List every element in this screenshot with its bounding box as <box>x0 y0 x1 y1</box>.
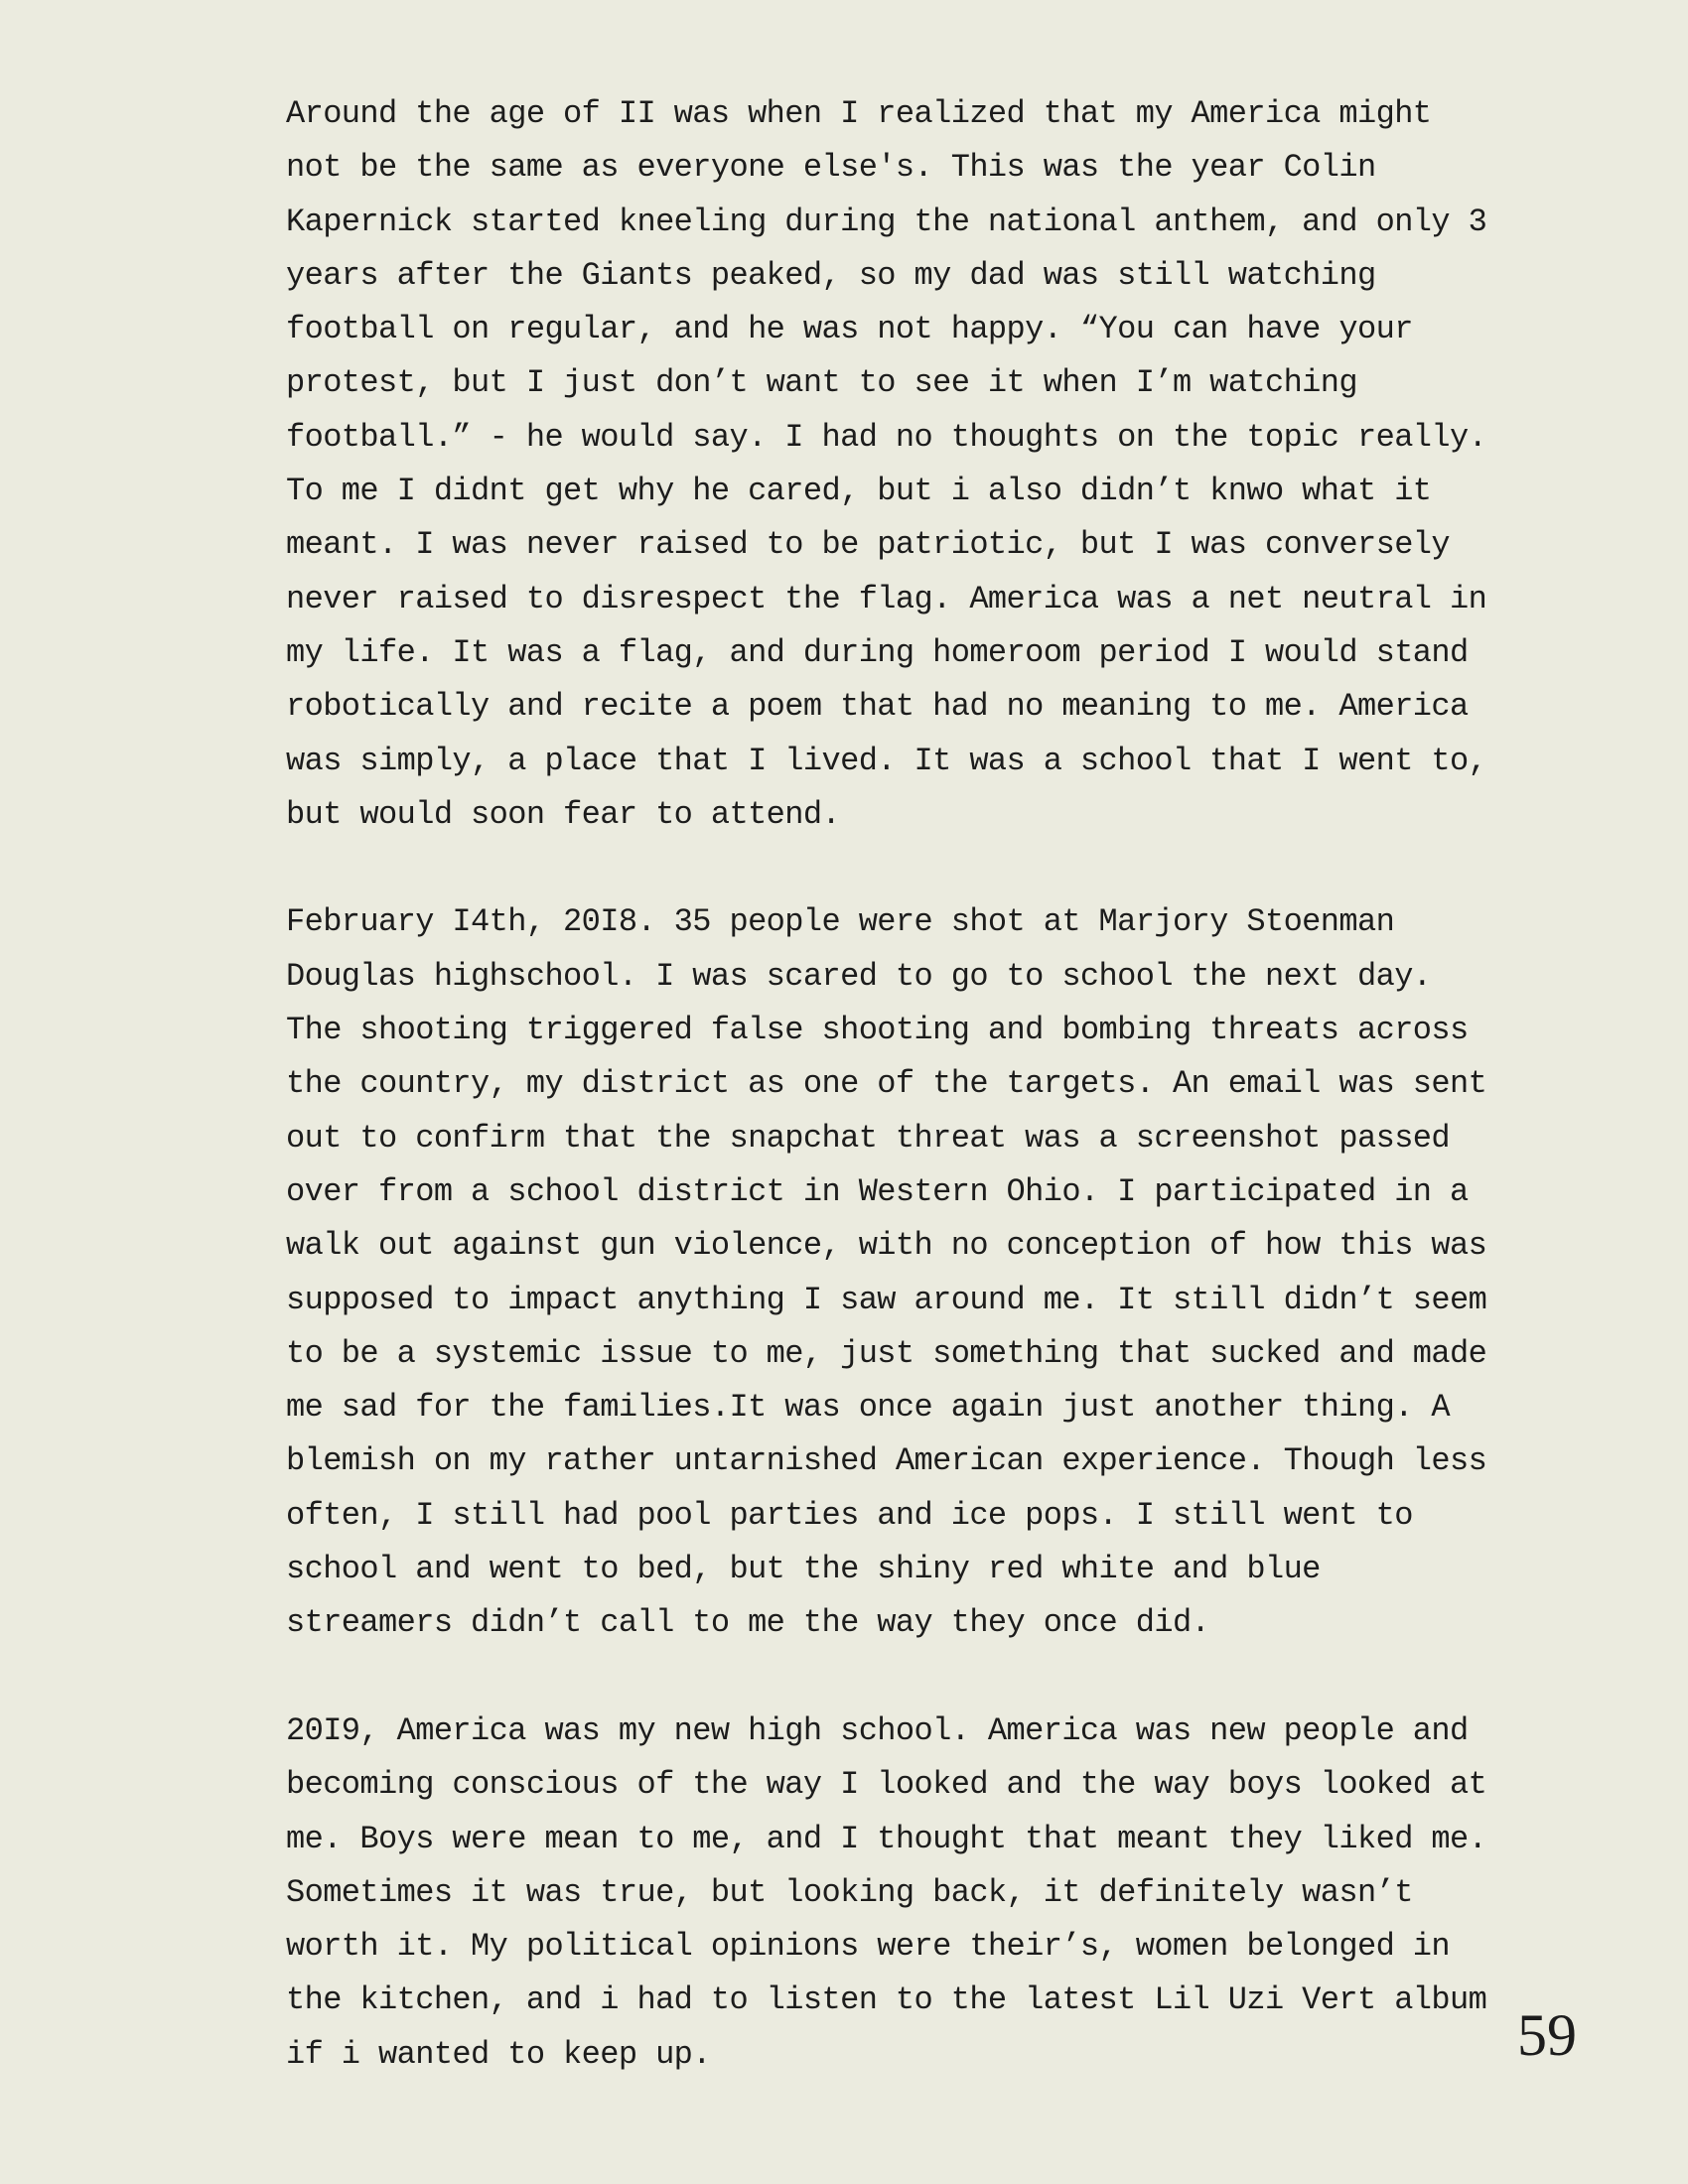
text-line: February I4th, 20I8. 35 people were shot at Marjory Stoenman <box>286 903 1395 941</box>
text-line: not be the same as everyone else's. This was the year Colin <box>286 149 1376 187</box>
text-line: out to confirm that the snapchat threat was a screenshot passed <box>286 1119 1450 1157</box>
text-line: years after the Giants peaked, so my dad was still watching <box>286 256 1376 294</box>
text-line: streamers didn’t call to me the way they once did. <box>286 1604 1210 1642</box>
text-line: robotically and recite a poem that had no meaning to me. America <box>286 688 1469 726</box>
text-line: over from a school district in Western Ohio. I participated in a <box>286 1172 1469 1210</box>
body-text <box>286 87 1487 2082</box>
text-line: if i wanted to keep up. <box>286 2035 711 2073</box>
text-line: walk out against gun violence, with no conception of how this was <box>286 1227 1487 1265</box>
text-line: but would soon fear to attend. <box>286 795 841 833</box>
text-line: 20I9, America was my new high school. America was new people and <box>286 1711 1469 1749</box>
text-line: worth it. My political opinions were their’s, women belonged in <box>286 1928 1450 1966</box>
text-line: was simply, a place that I lived. It was a school that I went to, <box>286 742 1487 779</box>
text-line: often, I still had pool parties and ice pops. I still went to <box>286 1496 1413 1534</box>
text-line: football on regular, and he was not happy. “You can have your <box>286 311 1413 348</box>
text-line: meant. I was never raised to be patriotic, but I was conversely <box>286 526 1450 564</box>
text-line: never raised to disrespect the flag. America was a net neutral in <box>286 580 1487 617</box>
text-line: Sometimes it was true, but looking back, it definitely wasn’t <box>286 1873 1413 1911</box>
text-line: the country, my district as one of the targets. An email was sent <box>286 1065 1487 1103</box>
text-line: becoming conscious of the way I looked and the way boys looked at <box>286 1766 1487 1804</box>
text-line: The shooting triggered false shooting and bombing threats across <box>286 1012 1469 1049</box>
page-number: 59 <box>1517 2002 1577 2068</box>
text-line: school and went to bed, but the shiny red white and blue <box>286 1551 1321 1588</box>
text-line: me. Boys were mean to me, and I thought that meant they liked me. <box>286 1820 1487 1857</box>
text-line: football.” - he would say. I had no thoughts on the topic really. <box>286 418 1487 456</box>
paragraph-2 <box>286 895 1487 1650</box>
text-line: the kitchen, and i had to listen to the latest Lil Uzi Vert album <box>286 1981 1487 2019</box>
text-line: to be a systemic issue to me, just something that sucked and made <box>286 1334 1487 1372</box>
text-line: Kapernick started kneeling during the national anthem, and only 3 <box>286 203 1487 240</box>
text-line: my life. It was a flag, and during homeroom period I would stand <box>286 633 1469 671</box>
text-line: To me I didnt get why he cared, but i also didn’t knwo what it <box>286 473 1432 510</box>
text-line: protest, but I just don’t want to see it when I’m watching <box>286 364 1357 402</box>
text-line: Around the age of II was when I realized that my America might <box>286 95 1432 132</box>
text-line: Douglas highschool. I was scared to go to school the next day. <box>286 957 1432 995</box>
text-line: supposed to impact anything I saw around me. It still didn’t seem <box>286 1281 1487 1318</box>
text-line: me sad for the families.It was once again just another thing. A <box>286 1389 1450 1427</box>
paragraph-3 <box>286 1705 1487 2082</box>
text-line: blemish on my rather untarnished American experience. Though less <box>286 1442 1487 1480</box>
paragraph-1 <box>286 87 1487 842</box>
